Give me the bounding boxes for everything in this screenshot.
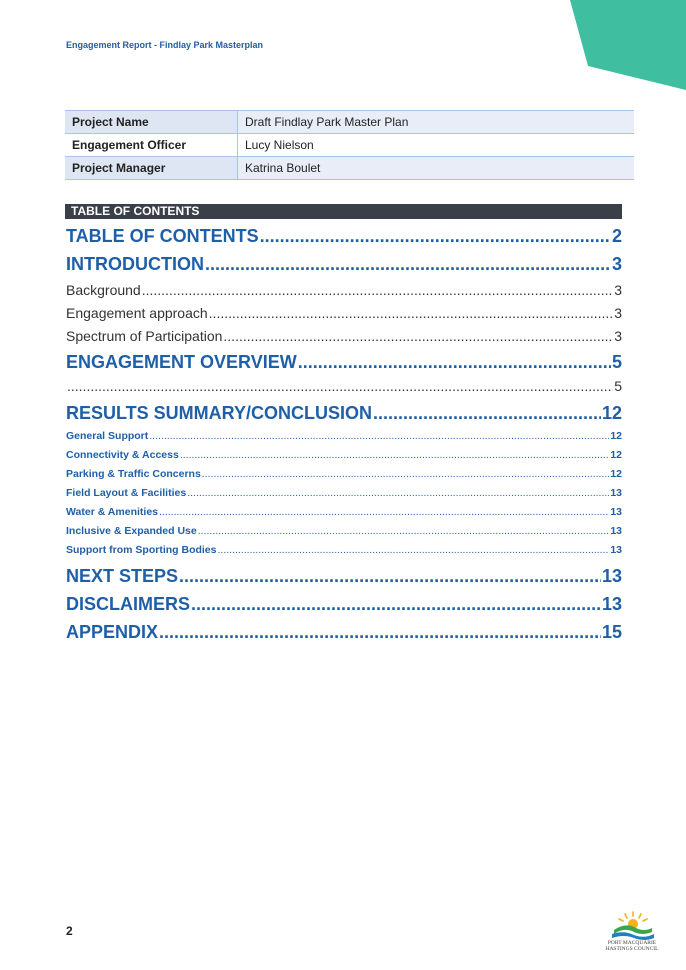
toc-entry[interactable] (66, 282, 622, 298)
toc-entry-title: RESULTS SUMMARY/CONCLUSION (66, 403, 372, 423)
toc-entry-page: 13 (610, 544, 622, 556)
toc-entry-title: Inclusive & Expanded Use (66, 525, 197, 537)
table-label: Engagement Officer (65, 134, 238, 157)
toc-entry-page: 3 (611, 254, 622, 274)
toc-entry-page: 13 (610, 506, 622, 518)
toc-entry-page: 13 (601, 566, 622, 586)
table-row (65, 134, 634, 157)
toc-entry-page: 12 (610, 449, 622, 461)
toc-entry-title: APPENDIX (66, 622, 159, 642)
toc-entry-title: Engagement approach (66, 305, 208, 321)
toc-entry-title: INTRODUCTION (66, 254, 204, 274)
table-value: Katrina Boulet (238, 157, 635, 180)
toc-entry-page: 13 (610, 487, 622, 499)
toc-entry-title: Water & Amenities (66, 506, 158, 518)
toc-entry[interactable] (66, 506, 622, 518)
toc-entry[interactable] (66, 226, 622, 247)
table-value: Draft Findlay Park Master Plan (238, 111, 635, 134)
toc-entry-page: 3 (614, 305, 622, 321)
toc-entry-title: Field Layout & Facilities (66, 487, 187, 499)
toc-entry-page: 13 (610, 525, 622, 537)
toc-entry-page: 12 (601, 403, 622, 423)
toc-entry[interactable] (66, 449, 622, 461)
toc-entry-title: Background (66, 282, 141, 298)
toc-entry[interactable] (66, 487, 622, 499)
toc-entry-title: Support from Sporting Bodies (66, 544, 217, 556)
table-row (65, 111, 634, 134)
logo-line-1: PORT MACQUARIE (607, 940, 657, 946)
toc-entry-page: 3 (614, 328, 622, 344)
toc-entry[interactable] (66, 305, 622, 321)
toc-entry-title: NEXT STEPS (66, 566, 179, 586)
toc-entry[interactable] (66, 468, 622, 480)
toc-entry[interactable] (66, 594, 622, 615)
toc-entry[interactable] (66, 378, 622, 394)
toc-entry[interactable] (66, 622, 622, 643)
toc-entry[interactable] (66, 566, 622, 587)
toc-entry[interactable] (66, 403, 622, 424)
toc-entry-page: 5 (611, 352, 622, 372)
toc-entry-title: Parking & Traffic Concerns (66, 468, 201, 480)
toc-entry[interactable] (66, 352, 622, 373)
toc-entry-page: 15 (601, 622, 622, 642)
toc-entry[interactable] (66, 254, 622, 275)
toc-entry-page: 2 (611, 226, 622, 246)
council-logo-text (596, 940, 668, 952)
table-label: Project Name (65, 111, 238, 134)
toc-entry-title: Spectrum of Participation (66, 328, 223, 344)
toc-entry-title: General Support (66, 430, 149, 442)
toc-entry-title: Connectivity & Access (66, 449, 179, 461)
toc-entry-title: TABLE OF CONTENTS (66, 226, 259, 246)
toc-entry-page: 3 (614, 282, 622, 298)
toc-entry[interactable] (66, 328, 622, 344)
toc-entry-page: 12 (610, 430, 622, 442)
toc-heading-bar: TABLE OF CONTENTS (65, 204, 622, 219)
toc-entry[interactable] (66, 525, 622, 537)
toc-entry[interactable] (66, 430, 622, 442)
corner-decoration (566, 0, 686, 90)
table-label: Project Manager (65, 157, 238, 180)
toc-entry[interactable] (66, 544, 622, 556)
table-value: Lucy Nielson (238, 134, 635, 157)
project-info-table (65, 110, 634, 180)
toc-entry-title: DISCLAIMERS (66, 594, 191, 614)
toc-entry-page: 5 (614, 378, 622, 394)
toc-entry-page: 13 (601, 594, 622, 614)
toc-entry-page: 12 (610, 468, 622, 480)
council-logo-icon (606, 910, 660, 960)
toc-entry-title: ENGAGEMENT OVERVIEW (66, 352, 297, 372)
logo-line-2: HASTINGS COUNCIL (605, 946, 659, 952)
running-header: Engagement Report - Findlay Park Masterplan (66, 40, 264, 50)
table-row (65, 157, 634, 180)
page-number: 2 (66, 924, 73, 938)
